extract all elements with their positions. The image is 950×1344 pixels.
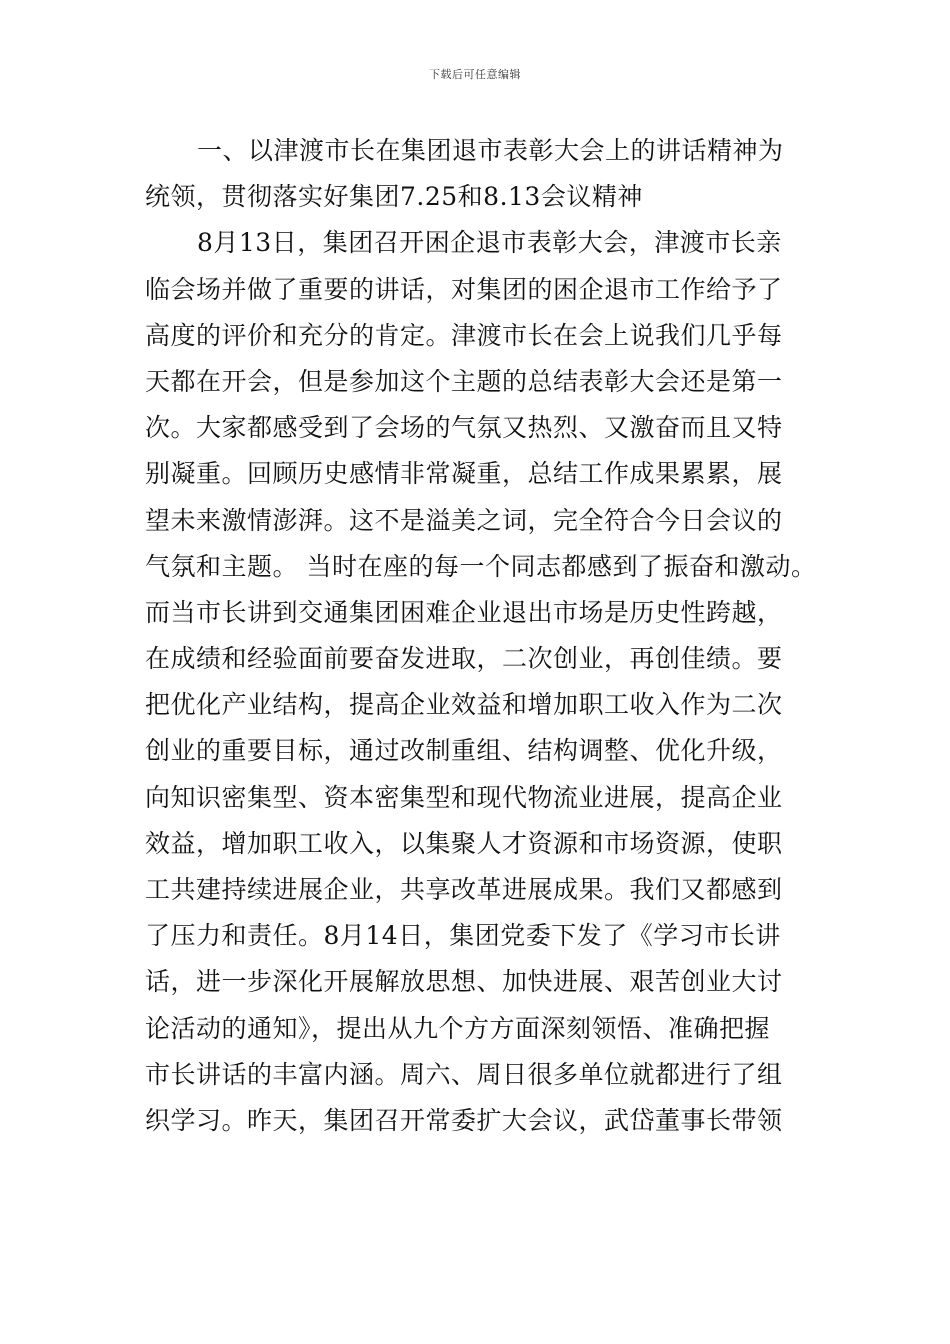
paragraph-line-5: 次。大家都感受到了会场的气氛又热烈、又激奋而且又特 <box>145 413 783 443</box>
document-body <box>145 128 825 1144</box>
heading-line-2: 统领，贯彻落实好集团7.25和8.13会议精神 <box>145 182 643 212</box>
paragraph-line-14: 效益，增加职工收入，以集聚人才资源和市场资源，使职 <box>145 828 783 858</box>
paragraph-line-3: 高度的评价和充分的肯定。津渡市长在会上说我们几乎每 <box>145 320 783 350</box>
paragraph-line-17: 话，进一步深化开展解放思想、加快进展、艰苦创业大讨 <box>145 967 783 997</box>
paragraph-line-8: 气氛和主题。 当时在座的每一个同志都感到了振奋和激动。 <box>145 551 817 581</box>
paragraph-line-12: 创业的重要目标，通过改制重组、结构调整、优化升级， <box>145 736 783 766</box>
paragraph-line-7: 望未来激情澎湃。这不是溢美之词，完全符合今日会议的 <box>145 505 783 535</box>
paragraph-line-10: 在成绩和经验面前要奋发进取，二次创业，再创佳绩。要 <box>145 644 783 674</box>
paragraph-line-16: 了压力和责任。8月14日，集团党委下发了《学习市长讲 <box>145 921 781 951</box>
paragraph-line-18: 论活动的通知》，提出从九个方方面深刻领悟、准确把握 <box>145 1013 771 1043</box>
paragraph-line-9: 而当市长讲到交通集团困难企业退出市场是历史性跨越， <box>145 597 783 627</box>
paragraph-line-2: 临会场并做了重要的讲话，对集团的困企退市工作给予了 <box>145 274 783 304</box>
heading-line-1: 一、以津渡市长在集团退市表彰大会上的讲话精神为 <box>197 136 784 165</box>
paragraph-line-6: 别凝重。回顾历史感情非常凝重，总结工作成果累累，展 <box>145 459 783 489</box>
paragraph-line-20: 织学习。昨天，集团召开常委扩大会议，武岱董事长带领 <box>145 1105 783 1135</box>
page-header: 下载后可任意编辑 <box>429 68 521 81</box>
paragraph-line-4: 天都在开会，但是参加这个主题的总结表彰大会还是第一 <box>145 366 783 396</box>
paragraph-line-15: 工共建持续进展企业，共享改革进展成果。我们又都感到 <box>145 875 783 904</box>
paragraph-line-1: 8月13日，集团召开困企退市表彰大会，津渡市长亲 <box>197 228 782 258</box>
paragraph-line-13: 向知识密集型、资本密集型和现代物流业进展，提高企业 <box>145 782 783 812</box>
paragraph-line-11: 把优化产业结构，提高企业效益和增加职工收入作为二次 <box>145 690 783 720</box>
paragraph-line-19: 市长讲话的丰富内涵。周六、周日很多单位就都进行了组 <box>145 1059 783 1089</box>
